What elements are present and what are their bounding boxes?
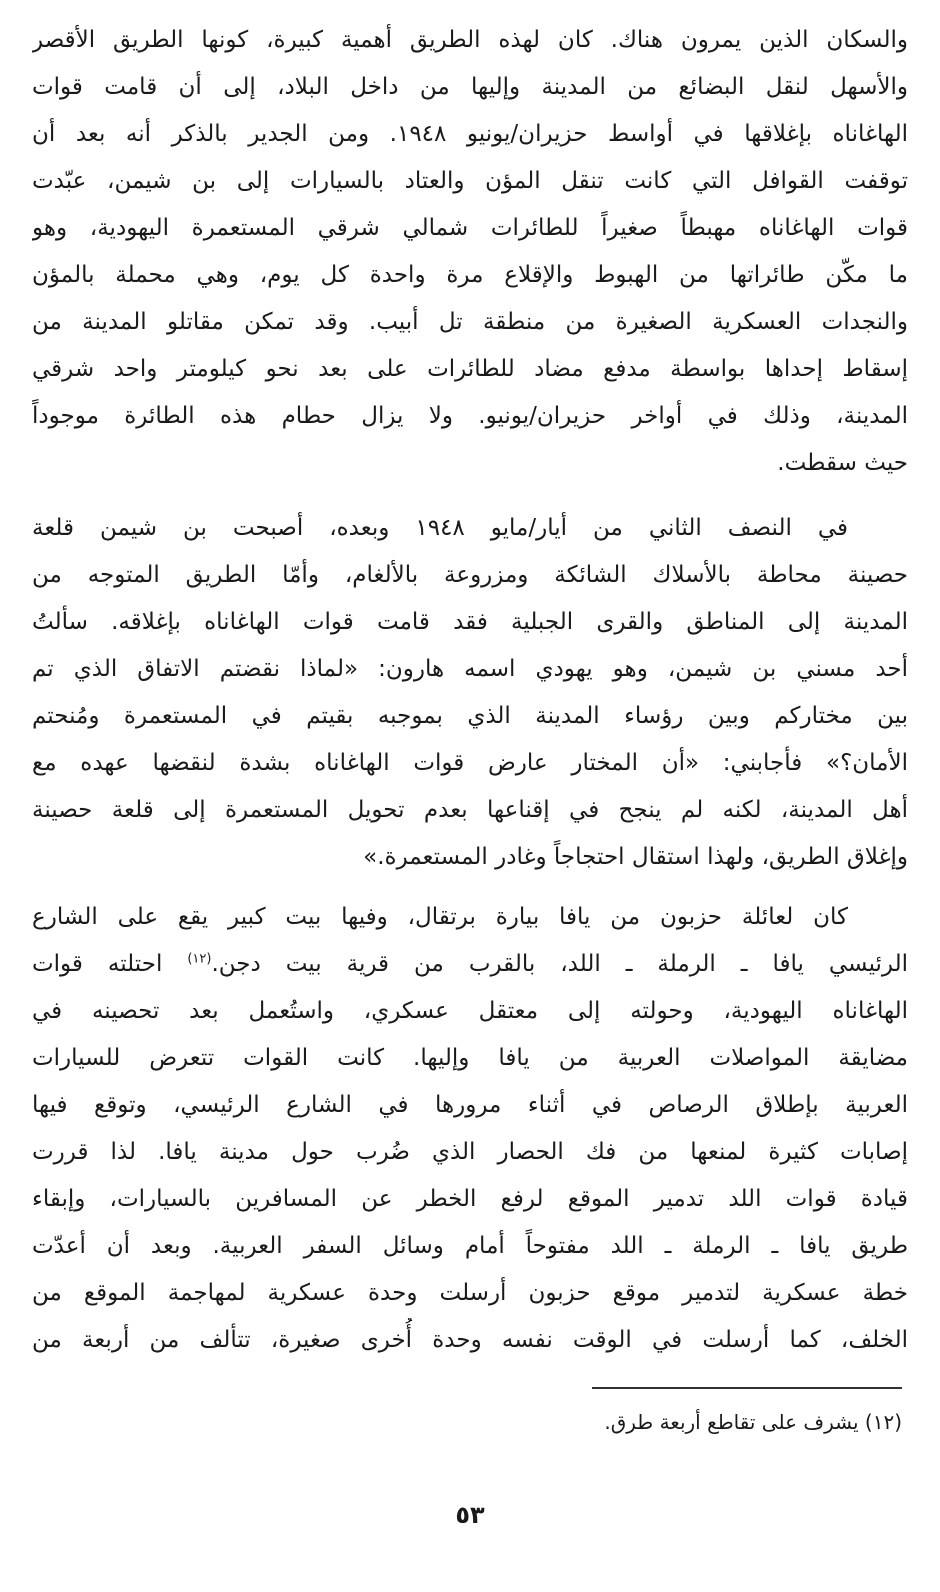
text-line: الأمان؟» فأجابني: «أن المختار عارض قوات الهاغاناه بشدة لنقضها عهده مع [32, 750, 908, 776]
text-line: أهل المدينة، لكنه لم ينجح في إقناعها بعدم تحويل المستعمرة إلى قلعة حصينة [32, 797, 908, 823]
text-line: توقفت القوافل التي كانت تنقل المؤن والعتاد بالسيارات إلى بن شيمن، عبّدت [32, 168, 908, 194]
footnote: (١٢) يشرف على تقاطع أربعة طرق. [604, 1410, 902, 1434]
text-line: قيادة قوات اللد تدمير الموقع لرفع الخطر عن المسافرين بالسيارات، وإبقاء [32, 1186, 908, 1212]
text-line: طريق يافا ـ الرملة ـ اللد مفتوحاً أمام وسائل السفر العربية. وبعد أن أعدّت [32, 1233, 908, 1259]
footnote-reference: (١٢) [187, 951, 212, 967]
text-line: أحد مسني بن شيمن، وهو يهودي اسمه هارون: «لماذا نقضتم الاتفاق الذي تم [32, 656, 908, 682]
text-line: خطة عسكرية لتدمير موقع حزبون أرسلت وحدة عسكرية لمهاجمة الموقع من [32, 1280, 908, 1306]
text-line: والسكان الذين يمرون هناك. كان لهذه الطريق أهمية كبيرة، كونها الطريق الأقصر [32, 27, 908, 53]
text-line: إسقاط إحداها بواسطة مدفع مضاد للطائرات على بعد نحو كيلومتر واحد شرقي [32, 356, 908, 382]
text-line: المدينة إلى المناطق والقرى الجبلية فقد قامت قوات الهاغاناه بإغلاقه. سألتُ [32, 609, 908, 635]
text-fragment: الرئيسي يافا ـ الرملة ـ اللد، بالقرب من قرية بيت دجن. [211, 951, 908, 977]
text-line: مضايقة المواصلات العربية من يافا وإليها. كانت القوات تتعرض للسيارات [32, 1045, 908, 1071]
text-line: الهاغاناه اليهودية، وحولته إلى معتقل عسكري، واستُعمل بعد تحصينه في [32, 998, 908, 1024]
text-line: والنجدات العسكرية الصغيرة من منطقة تل أبيب. وقد تمكن مقاتلو المدينة من [32, 309, 908, 335]
text-line: في النصف الثاني من أيار/مايو ١٩٤٨ وبعده، أصبحت بن شيمن قلعة [32, 515, 848, 541]
text-line: الهاغاناه بإغلاقها في أواسط حزيران/يونيو ١٩٤٨. ومن الجدير بالذكر أنه بعد أن [32, 121, 908, 147]
text-line: بين مختاركم وبين رؤساء المدينة الذي بموجبه بقيتم في المستعمرة ومُنحتم [32, 703, 908, 729]
text-line: وإغلاق الطريق، ولهذا استقال احتجاجاً وغادر المستعمرة.» [363, 844, 908, 870]
text-line: كان لعائلة حزبون من يافا بيارة برتقال، وفيها بيت كبير يقع على الشارع [32, 904, 848, 930]
text-fragment: احتلته قوات [32, 951, 163, 977]
text-line: ما مكّن طائراتها من الهبوط والإقلاع مرة واحدة كل يوم، وهي محملة بالمؤن [32, 262, 908, 288]
page-number: ٥٣ [455, 1501, 485, 1529]
text-line: حصينة محاطة بالأسلاك الشائكة ومزروعة بالألغام، وأمّا الطريق المتوجه من [32, 562, 908, 588]
text-line-with-footnote [32, 942, 908, 986]
text-line: حيث سقطت. [777, 450, 908, 476]
footnote-divider [592, 1387, 902, 1389]
text-line: إصابات كثيرة لمنعها من فك الحصار الذي ضُرب حول مدينة يافا. لذا قررت [32, 1139, 908, 1165]
text-line: قوات الهاغاناه مهبطاً صغيراً للطائرات شمالي شرقي المستعمرة اليهودية، وهو [32, 215, 908, 241]
text-line: المدينة، وذلك في أواخر حزيران/يونيو. ولا يزال حطام هذه الطائرة موجوداً [32, 403, 908, 429]
text-line: الخلف، كما أرسلت في الوقت نفسه وحدة أُخرى صغيرة، تتألف من أربعة من [32, 1327, 908, 1353]
text-line: العربية بإطلاق الرصاص في أثناء مرورها في الشارع الرئيسي، وتوقع فيها [32, 1092, 908, 1118]
text-line: والأسهل لنقل البضائع من المدينة وإليها من داخل البلاد، إلى أن قامت قوات [32, 74, 908, 100]
